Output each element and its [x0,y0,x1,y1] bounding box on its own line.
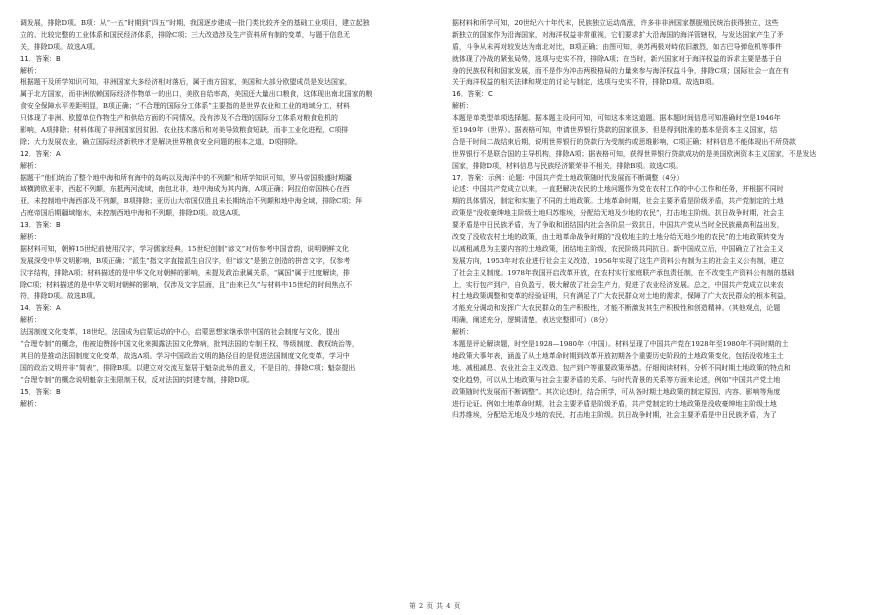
body-text-line: 新独立的国家作为沿海国家，对海洋权益非常重视，它们要求扩大沿海国的海洋管辖权，与发达国家产生了矛 [452,30,784,39]
body-text-line: 论述：中国共产党成立以来，一直把解决农民的土地问题作为党在农村工作的中心工作和任务，并根据不同时 [452,185,784,194]
answer-line: 11．答案：B [20,54,61,63]
body-text-line: 上，实行包产到户，自负盈亏，极大解放了社会生产力，促进了农业经济发展。总之，中国共产党成立以来农 [452,280,784,289]
body-text-line: 国的政治文明并非“简表”，排除B项。以建立对交流互鉴居于魁奈此举的意义，不是目的，排除C项；魁奈提出 [20,363,356,372]
body-text-line: 据材料和所学可知，20世纪六十年代末，民族独立运动高涨，许多非非洲国家摆脱殖民统治获得独立，这些 [452,19,779,27]
body-text-line: “合理专制”的概念，他被迫赞扬中国文化来揭露法国文化弊病，批判法国的专制王权、等级制度、教权统治等， [20,340,359,349]
body-text-line: 了社会主义制度。1978年我国开启改革开放，在农村实行家庭联产承包责任制，在不改变生产资料公有制的基础 [452,268,795,277]
body-text-line: 明确，阐述充分，逻辑清楚，表达完整即可）（8分） [452,316,612,325]
answer-line: 13．答案：B [20,221,61,230]
body-text-line: 其目的是推动法国制度文化变革，故选A项。学习中国政治文明的路径目的是促进法国制度文化变革，学习中 [20,351,350,360]
body-text-line: 国家，排除D项，材料信息与民族经济繁荣非不相关，排除B项。故选C项。 [452,161,683,170]
body-text-line: 期的具体情况，制定和实施了不同的土地政策。土地革命时期，社会主要矛盾是阶级矛盾，共产党制定的土地 [452,197,784,206]
analysis-label: 解析： [452,328,473,337]
body-text-line: 属于北方国家，而非洲依赖国际经济作物单一的出口，美欧自给率高，美国还大量出口粮食，这体现出南北国家的粮 [20,90,373,99]
body-text-line: 法国制度文化变革，18世纪，法国成为启蒙运动的中心，启蒙思想家继承崇中国的社会制度与文化，提出 [20,328,340,337]
answer-line: 16．答案：C [452,90,493,99]
body-text-line: 发展深受中华文明影响，B项正确；“派生”指文字直接派生自汉字，但“谚文”是独立创造的拼音文字，仅参考 [20,256,351,265]
body-text-line: 汉字结构，排除A项；材料描述的是中华文化对朝鲜的影响，未提及政治隶属关系，“属国”属于过度解读，排 [20,268,350,277]
body-text-line: 只体现了非洲、欧盟单位作物生产和供给方面的不同情况，没有涉及不合理的国际分工体系对粮食危机的 [20,114,338,123]
body-text-line: 除C项；材料描述的是中华文明对朝鲜的影响，仅涉及文字层面，且“由来已久”与材料中15世纪的时间焦点不 [20,280,353,289]
left-column [20,18,422,578]
analysis-label: 解析： [20,233,41,242]
body-text-line: 亚，未控制地中海西部及不列颠，B项排除；亚历山大帝国仅胜且未长期统治不列颠和地中海全域，排除C项；拜 [20,197,363,206]
answer-line: 17．答案：示例：论题：中国共产党土地政策随时代发展而不断调整（4分） [452,173,684,182]
body-text-line: 政策随时代发展而不断调整”。其次论述时，结合所学，可从各时期土地政策的制定原因、内容、影响等角度 [452,387,781,396]
body-text-line: 除；大力发展农业，确立国际经济新秩序才是解决世界粮食安全问题的根本之道，D项排除。 [20,137,302,146]
body-text-line: 据材料可知，朝鲜15世纪前使用汉字，学习儒家经典，15世纪创制“谚文”对仿参考中国音韵，说明朝鲜文化 [20,244,349,253]
body-text-line: 归苏维埃，分配给无地及少地的农民，打击地主阶级。抗日战争时期，社会主要矛盾是中日民族矛盾，为了 [452,411,777,420]
body-text-line: 进行论证。例如土地革命时期，社会主要矛盾是阶级矛盾，共产党制定的土地政策是没收豪绅地主阶级土地 [452,399,777,408]
body-text-line: 改变了没收农村土地的政策，由土地革命战争时期的“没收地主的土地分给无地少地的农民”的土地政策转变为 [452,233,784,242]
body-text-line: 调发展，排除D项。B项：从“一五”时期到“四五”时期，我国逐步建成一批门类比较齐全的基础工业项目，建立起独 [20,19,370,27]
body-text-line: 食安全保障水平差距明显，B项正确；“不合理的国际分工体系”主要指的是世界农业和工业的地域分工，材料 [20,102,351,111]
body-text-line: 盾，斗争从未再对较发达为南北对比，B项正确；由图可知，美苏两极对峙依旧激烈，如古巴导弹危机等事件 [452,42,782,51]
body-text-line: 立的、比较完整的工业体系和国民经济体系，排除C项；三大改造涉及生产资料所有制的变革，与题干信息无 [20,30,351,39]
body-text-line: 以减租减息为主要内容的土地政策，团结地主阶级，农民阶级共同抗日。新中国成立后，中国确立了社会主义 [452,244,784,253]
answer-line: 14．答案：A [20,304,61,313]
answer-line: 15．答案：B [20,387,61,396]
body-text-line: 地、减租减息、农业社会主义改造、包产到户等重要政策举措。仔细阅读材料，分析不同时期土地政策的特点和 [452,363,791,372]
body-text-line: 至1949年（世界）。据表格可知，申请世界银行贷款的国家很多，但是得到批准的基本是资本主义国家，结 [452,126,778,135]
body-text-line: 关于海洋权益的相关法律和规定的讨论与制定，选项与史实不符，排除D项。故选B项。 [452,78,719,87]
body-text-line: 政策是“没收豪绅地主阶级土地归苏维埃，分配给无地及少地的农民”，打击地主阶级。抗日战争时期，社会主 [452,209,784,218]
body-text-line: 变化趋势，可以从土地政策与社会主要矛盾的关系、与时代背景的关系等方面来论述，例如“中国共产党土地 [452,375,781,384]
body-text-line: 域横跨欧亚非，西起不列颠，东抵两河流域，南包北非，地中海成为其内海，A项正确；阿拉伯帝国核心在西 [20,185,350,194]
body-text-line: 世界银行不是联合国的主导机构，排除A项；据表格可知，获得世界银行贷款成功的是美国欧洲资本主义国家，不是发达 [452,149,817,158]
body-text-line: 据题干“他们统治了整个地中海和所有海中的岛屿以及海洋中的不列颠”和所学知识可知，罗马帝国极盛时期疆 [20,173,352,182]
answer-line: 12．答案：A [20,149,61,158]
body-text-line: 合是干时间二战结束后期，说明世界银行的贷款行为受制约或思维影响，C项正确；材料信息不能体现出不所贷款 [452,137,796,146]
body-text-line: “合理专制”的概念说明魁奈主张限制王权，反对法国的封建专制，排除D项。 [20,375,254,384]
analysis-label: 解析： [20,316,41,325]
body-text-line: 符，排除D项。故选B项。 [20,292,100,301]
body-text-line: 占庭帝国后期疆域缩水，未控制西地中海和不列颠，排除D项。故选A项。 [20,209,245,218]
body-text-line: 村土地政策调整和变革的经验证明，只有满足了广大农民群众对土地的需求，保障了广大农民群众的根本利益， [452,292,791,301]
body-text-line: 本题是单类型单项选择题。据本题主设问可知，可知这本来这道题。据本题时间信息可知准确时空是1946年 [452,114,781,123]
page-number-footer: 第 2 页 共 4 页 [409,602,461,610]
body-text-line: 根据题干及所学知识可知，非洲国家大多经济相对落后，属于南方国家，美国和大部分欧盟成员是发达国家， [20,78,352,87]
analysis-label: 解析： [20,399,41,408]
body-text-line: 要矛盾是中日民族矛盾，为了争取和团结国内社会各阶层一致抗日，中国共产党从当时全民族最高利益出发， [452,221,784,230]
body-text-line: 发展方向，1953年对农业进行社会主义改造，1956年实现了这生产资料公有制为主的社会主义公有制，建立 [452,256,785,265]
analysis-label: 解析： [20,66,41,75]
analysis-label: 解析： [452,102,473,111]
body-text-line: 影响，A项排除；材料体现了非洲国家因贫困、农业技术落后和对美导致粮食短缺，而非工业化进程，C项排 [20,126,349,135]
body-text-line: 才能充分调动和发挥广大农民群众的生产积极性，才能不断激发其生产积极性和创造精神。（其他观点，论题 [452,304,781,313]
body-text-line: 关，排除D项。故选A项。 [20,42,100,51]
body-text-line: 就体现了冷战的紧张局势，选项与史实不符，排除A项；在当时，新兴国家对于海洋权益的诉求主要是基于自 [452,54,782,63]
body-text-line: 地政策大事年表，涵盖了从土地革命时期到改革开放初期各个重要历史阶段的土地政策变化，包括没收地主土 [452,351,784,360]
body-text-line: 身的民族权利和国家发展，而不是作为冲击两极格局的力量来参与海洋权益斗争，排除C项；国际社会一直在有 [452,66,789,75]
right-column [452,18,854,578]
analysis-label: 解析： [20,161,41,170]
body-text-line: 本题是评论解读题，时空是1928—1980年（中国）。材料呈现了中国共产党在1928年至1980年不同时期的土 [452,340,789,349]
